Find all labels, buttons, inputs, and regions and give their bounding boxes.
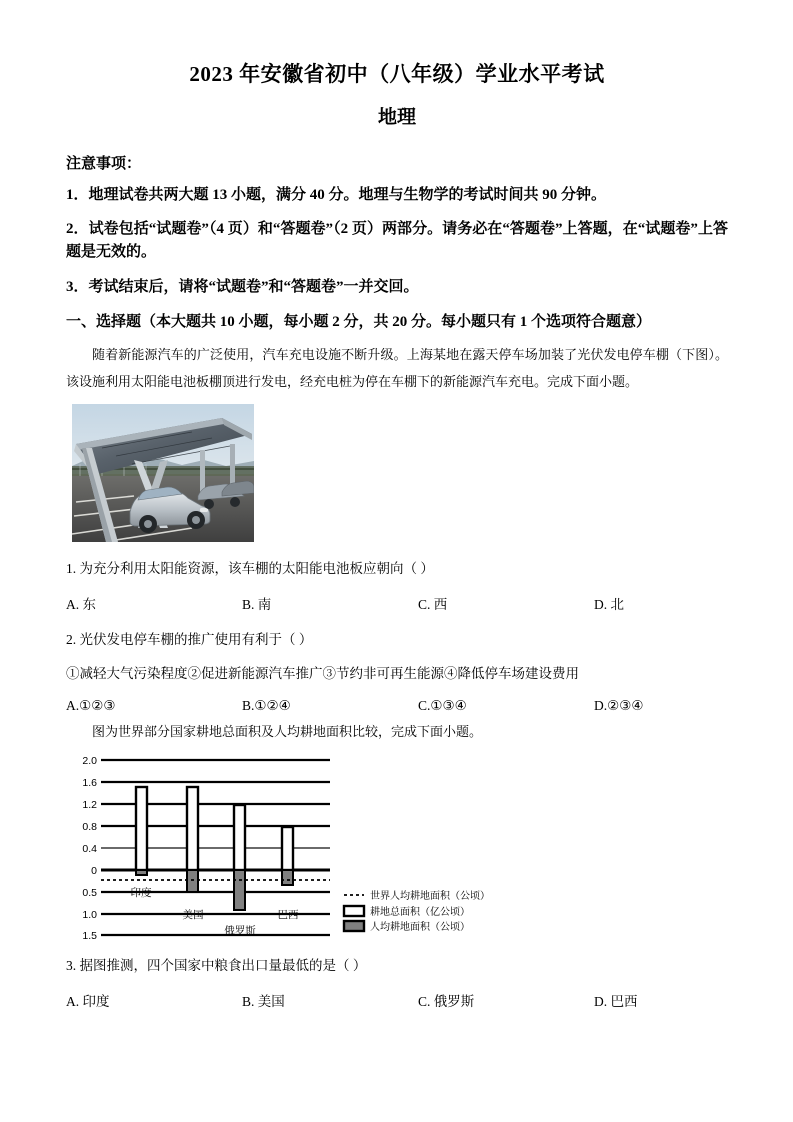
notice-item-2: 2．试卷包括“试题卷”（4 页）和“答题卷”（2 页）两部分。请务必在“答题卷”上答题，在“试题卷”上答题是无效的。 <box>66 221 728 261</box>
legend-label-world-average: 世界人均耕地面积（公顷） <box>370 891 490 903</box>
question-1-option-b[interactable]: B. 南 <box>242 596 272 612</box>
legend-swatch-percapita-icon <box>344 921 364 931</box>
xlabel-usa: 美国 <box>182 909 204 922</box>
solar-carport-photo <box>72 404 254 542</box>
bar-total-india <box>136 787 147 870</box>
bar-group-russia <box>234 805 245 910</box>
section-heading-multiple-choice: 一、选择题（本大题共 10 小题，每小题 2 分，共 20 分。每小题只有 1 个选项符合题意） <box>66 313 652 330</box>
question-2-option-b[interactable]: B.①②④ <box>242 698 291 714</box>
farmland-chart <box>68 749 728 939</box>
bar-percap-usa <box>187 870 198 892</box>
bar-total-russia <box>234 805 245 870</box>
passage-solar-carport: 随着新能源汽车的广泛使用，汽车充电设施不断升级。上海某地在露天停车场加装了光伏发电停车棚（下图）。该设施利用太阳能电池板棚顶进行发电，经充电桩为停在车棚下的新能源汽车充电。完成下面小题。 <box>66 346 728 389</box>
question-3-option-a[interactable]: A. 印度 <box>66 993 110 1009</box>
ytick-1-6: 1.6 <box>82 777 97 790</box>
question-1-options <box>66 593 728 613</box>
xlabel-russia: 俄罗斯 <box>224 925 256 938</box>
question-2-substatements: ①减轻大气污染程度②促进新能源汽车推广③节约非可再生能源④降低停车场建设费用 <box>66 666 579 682</box>
notice-heading: 注意事项： <box>66 155 142 172</box>
bar-group-india <box>136 787 147 875</box>
question-2-option-a[interactable]: A.①②③ <box>66 698 116 714</box>
ytick-neg-1-0: 1.0 <box>82 909 97 922</box>
bar-percap-brazil <box>282 870 293 885</box>
passage-farmland-chart: 图为世界部分国家耕地总面积及人均耕地面积比较，完成下面小题。 <box>92 724 483 740</box>
page-title: 2023 年安徽省初中（八年级）学业水平考试 <box>189 62 605 86</box>
ytick-neg-1-5: 1.5 <box>82 930 97 940</box>
chart-category-labels <box>131 886 299 937</box>
question-2-stem: 2. 光伏发电停车棚的推广使用有利于（ ） <box>66 631 313 647</box>
chart-y-ticks-down <box>82 887 97 939</box>
ytick-0-8: 0.8 <box>82 821 97 834</box>
legend-label-percapita-area: 人均耕地面积（公顷） <box>370 922 470 934</box>
xlabel-india: 印度 <box>130 887 152 900</box>
ytick-2-0: 2.0 <box>82 755 97 768</box>
ytick-1-2: 1.2 <box>82 799 97 812</box>
bar-group-usa <box>187 787 198 892</box>
notice-item-3: 3．考试结束后，请将“试题卷”和“答题卷”一并交回。 <box>66 278 419 295</box>
chart-y-ticks-up <box>82 755 97 877</box>
bar-percap-russia <box>234 870 245 910</box>
xlabel-brazil: 巴西 <box>277 909 299 922</box>
question-1-stem: 1. 为充分利用太阳能资源，该车棚的太阳能电池板应朝向（ ） <box>66 561 434 577</box>
question-1-option-a[interactable]: A. 东 <box>66 596 96 612</box>
question-3-stem: 3. 据图推测，四个国家中粮食出口量最低的是（ ） <box>66 958 367 974</box>
carport-photo-graphic <box>72 404 254 542</box>
legend-label-total-area: 耕地总面积（亿公顷） <box>370 907 470 919</box>
farmland-bar-chart <box>68 749 498 939</box>
question-3-option-d[interactable]: D. 巴西 <box>594 993 638 1009</box>
question-2-option-c[interactable]: C.①③④ <box>418 698 467 714</box>
bar-percap-india <box>136 870 147 875</box>
ytick-0: 0 <box>91 865 97 878</box>
question-1-option-c[interactable]: C. 西 <box>418 596 448 612</box>
question-3-option-c[interactable]: C. 俄罗斯 <box>418 993 475 1009</box>
question-3-option-b[interactable]: B. 美国 <box>242 993 285 1009</box>
bar-total-usa <box>187 787 198 870</box>
bar-group-brazil <box>282 827 293 885</box>
bar-total-brazil <box>282 827 293 870</box>
subject-title: 地理 <box>377 107 416 129</box>
chart-legend <box>344 889 490 933</box>
question-2-option-d[interactable]: D.②③④ <box>594 698 644 714</box>
question-1-option-d[interactable]: D. 北 <box>594 596 624 612</box>
ytick-0-4: 0.4 <box>82 843 97 856</box>
ytick-neg-0-5: 0.5 <box>82 887 97 900</box>
question-2-options <box>66 698 728 714</box>
question-3-options <box>66 990 728 1010</box>
legend-swatch-total-icon <box>344 906 364 916</box>
notice-item-1: 1．地理试卷共两大题 13 小题，满分 40 分。地理与生物学的考试时间共 90 分钟。 <box>66 186 607 203</box>
page-content <box>66 0 728 1010</box>
figure-solar-carport <box>72 404 728 542</box>
